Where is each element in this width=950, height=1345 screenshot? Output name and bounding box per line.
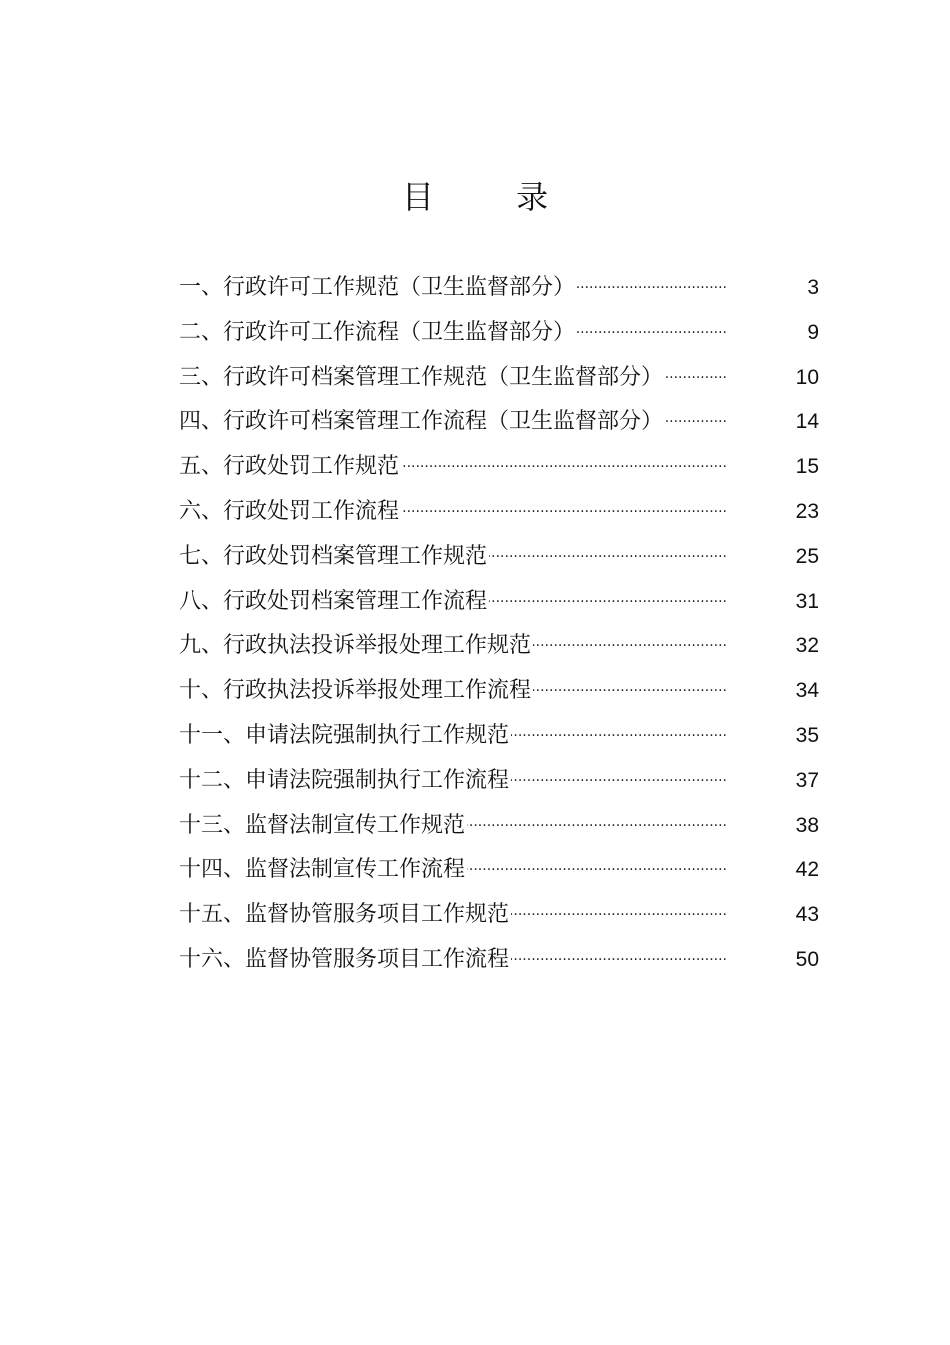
toc-entry-page: 38 [795,813,819,837]
toc-entry-page: 25 [795,544,819,568]
toc-entry[interactable] [179,804,819,849]
toc-entry-page: 3 [807,276,819,299]
toc-entry-label: 十五、监督协管服务项目工作规范 [179,902,510,928]
toc-entry-page: 42 [795,858,819,882]
toc-entry-label: 三、行政许可档案管理工作规范（卫生监督部分） [179,364,664,390]
toc-entry[interactable] [179,580,819,625]
toc-entry[interactable] [179,400,819,445]
toc-entry[interactable] [179,759,819,804]
toc-entry[interactable] [179,266,819,311]
toc-entry[interactable] [179,311,819,356]
toc-entry-label: 一、行政许可工作规范（卫生监督部分） [179,275,576,300]
toc-entry-page: 9 [807,320,819,344]
toc-entry-label: 八、行政处罚档案管理工作流程 [179,588,488,614]
toc-entry[interactable] [179,848,819,893]
toc-entry-label: 十、行政执法投诉举报处理工作流程 [179,678,532,704]
toc-entry-page: 32 [795,634,819,658]
toc-entry-page: 31 [795,589,819,613]
toc-entry-label: 五、行政处罚工作规范 [179,454,400,480]
toc-entry-page: 23 [795,499,819,523]
toc-entry[interactable] [179,624,819,669]
toc-entry-label: 二、行政许可工作流程（卫生监督部分） [179,319,576,345]
toc-entry[interactable] [179,893,819,938]
toc-entry-page: 14 [795,410,819,434]
toc-entry-label: 十一、申请法院强制执行工作规范 [179,722,510,748]
toc-entry-page: 43 [795,903,819,927]
toc-entry[interactable] [179,535,819,580]
toc-entry-label: 十二、申请法院强制执行工作流程 [179,767,510,793]
toc-entry-label: 七、行政处罚档案管理工作规范 [179,543,488,569]
toc-entry-label: 九、行政执法投诉举报处理工作规范 [179,633,532,659]
toc-entry[interactable] [179,669,819,714]
toc-entry-label: 十六、监督协管服务项目工作流程 [179,946,510,972]
toc-entry-label: 十四、监督法制宣传工作流程 [179,857,466,883]
toc-entry-page: 37 [795,768,819,792]
toc-entry-page: 35 [795,723,819,747]
toc-entry-page: 34 [795,679,819,703]
toc-entry-page: 10 [795,365,819,389]
toc-entry-label: 六、行政处罚工作流程 [179,498,400,524]
toc-entry-label: 十三、监督法制宣传工作规范 [179,812,466,838]
toc-entry[interactable] [179,714,819,759]
toc-entry-page: 15 [795,455,819,479]
toc-entry-page: 50 [795,947,819,971]
toc-entry-label: 四、行政许可档案管理工作流程（卫生监督部分） [179,409,664,435]
toc-entry[interactable] [179,445,819,490]
toc-title: 目 录 [401,178,585,216]
toc-list [179,266,819,983]
toc-entry[interactable] [179,356,819,401]
toc-entry[interactable] [179,490,819,535]
toc-entry[interactable] [179,938,819,983]
